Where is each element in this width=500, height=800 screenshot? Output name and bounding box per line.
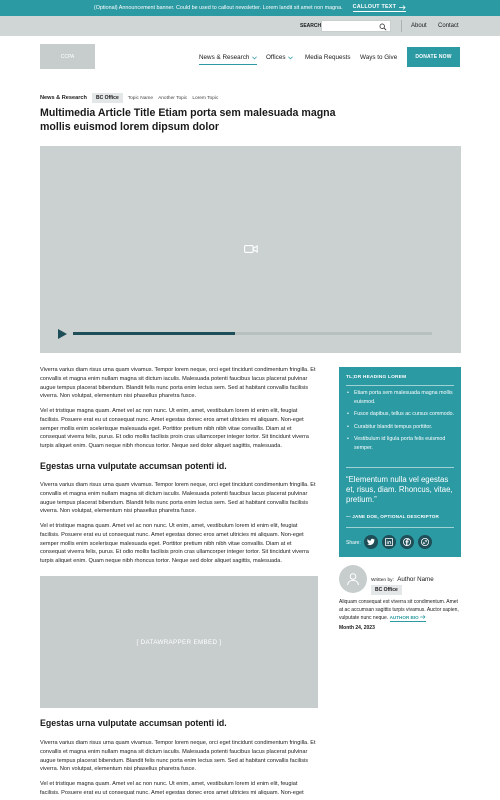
chevron-down-icon xyxy=(288,56,293,60)
publish-date: Month 24, 2023 xyxy=(339,625,375,631)
donate-button[interactable]: DONATE NOW xyxy=(407,47,460,67)
play-icon[interactable] xyxy=(58,329,67,339)
list-item: • Vestibulum id ligula porta felis euismod semper. xyxy=(346,435,456,452)
linkedin-share-button[interactable] xyxy=(382,535,396,549)
utility-divider xyxy=(401,20,402,32)
announcement-banner xyxy=(0,0,500,16)
link-icon xyxy=(421,538,429,546)
facebook-share-button[interactable] xyxy=(400,535,414,549)
video-player[interactable] xyxy=(40,146,461,353)
author-byline xyxy=(371,576,434,583)
breadcrumb-section[interactable]: News & Research xyxy=(40,95,87,101)
nav-ways-to-give[interactable] xyxy=(360,54,397,61)
video-camera-icon xyxy=(244,244,258,254)
copy-link-button[interactable] xyxy=(418,535,432,549)
pull-quote: “Elementum nulla vel egestas et, risus, diam. Rhoncus, vitae, pretium.” xyxy=(346,475,453,505)
tldr-list xyxy=(346,389,456,456)
share-label: Share: xyxy=(346,540,361,546)
search-icon[interactable] xyxy=(379,23,387,31)
facebook-icon xyxy=(403,538,411,546)
author-name[interactable]: Author Name xyxy=(397,576,434,583)
topic-tag[interactable]: Another Topic xyxy=(158,95,188,101)
datawrapper-embed: [ DATAWRAPPER EMBED ] xyxy=(40,576,318,708)
logo[interactable]: CCPA xyxy=(40,44,95,69)
article-paragraph: Viverra varius diam risus urna quam vivamus. Tempor lorem neque, orci eget tincidunt condimentum fringilla. Et convallis et magna enim nullam magna sit dictum iaculis. Malesuada potenti faucibus lacus placerat pulvinar augue tempus placerat bibendum. Blandit felis nunc porta enim lectus sem. Sed at habitant convallis facilisis viverra. Non volutpat, elementum nisi phasellus pharetra fusce. xyxy=(40,367,316,400)
tldr-heading: TL;DR HEADING LOREM xyxy=(346,375,407,380)
office-badge[interactable]: BC Office xyxy=(92,93,123,103)
author-bio-link-label: AUTHOR BIO xyxy=(389,615,419,620)
list-item: • Fusce dapibus, tellus ac cursus commodo. xyxy=(346,410,456,419)
list-item: • Curabitur blandit tempus porttitor. xyxy=(346,423,456,432)
contact-link[interactable]: Contact xyxy=(438,23,459,29)
article-paragraph: Vel et tristique magna quam. Amet vel ac non nunc. Ut enim, amet, vestibulum lorem id enim elit, feugiat facilisis. Posuere erat eu ut consequat nunc. Amet egestas donec eros amet ultricies mi aliquam. Non-eget xyxy=(40,781,304,796)
linkedin-icon xyxy=(385,538,393,546)
article-paragraph: Viverra varius diam risus urna quam vivamus. Tempor lorem neque, orci eget tincidunt condimentum fringilla. Et convallis et magna enim nullam magna sit dictum iaculis. Malesuada potenti faucibus lacus placerat pulvinar augue tempus placerat bibendum. Blandit felis nunc porta enim lectus sem. Sed at habitant convallis facilisis viverra. Non volutpat, elementum nisi phasellus pharetra fusce. xyxy=(40,740,316,773)
list-item: • Etiam porta sem malesuada magna mollis euismod. xyxy=(346,389,456,406)
author-bio-text: Aliquam consequat est viverra sit condimentum. Amet at ac accumsan sagittis turpis vivamus. Auctor sapien, vulputate nunc neque. xyxy=(339,599,459,621)
nav-label: Media Requests xyxy=(305,54,351,61)
author-bio-link[interactable] xyxy=(390,615,426,622)
twitter-share-button[interactable] xyxy=(364,535,378,549)
banner-text: (Optional) Announcement banner. Could be used to callout newsletter. Lorem landit sit amet non magna. xyxy=(93,5,343,11)
article-title: Multimedia Article Title Etiam porta sem malesuada magna mollis euismod lorem dipsum dolor xyxy=(40,107,336,133)
article-paragraph: Viverra varius diam risus urna quam vivamus. Tempor lorem neque, orci eget tincidunt condimentum fringilla. Et convallis et magna enim nullam magna sit dictum iaculis. Malesuada potenti faucibus lacus placerat pulvinar augue tempus placerat bibendum. Blandit felis nunc porta enim lectus sem. Sed at habitant convallis facilisis viverra. Non volutpat, elementum nisi phasellus pharetra fusce. xyxy=(40,482,316,515)
written-by-label: Written by: xyxy=(371,578,394,583)
nav-news-research[interactable] xyxy=(199,54,257,65)
section-heading: Egestas urna vulputate accumsan potenti id. xyxy=(40,461,227,471)
article-paragraph: Vel et tristique magna quam. Amet vel ac non nunc. Ut enim, amet, vestibulum lorem id enim elit, feugiat facilisis. Posuere erat eu ut consequat nunc. Amet egestas donec eros amet ultricies mi aliquam. Non-eget semper mollis enim scelerisque malesuada eget. Porttitor pretium nibh nibh vitae convallis. Diam at et consequat viverra felis, purus. Et odio mollis facilisis proin cras ullamcorper integer tortor. Sit tincidunt viverra turpis aliquet enim. Quam neque nibh rhoncus tortor. Neque sed dolor aliquet sagittis, malesuada. xyxy=(40,523,309,565)
nav-label: News & Research xyxy=(199,54,250,61)
topic-tag[interactable]: Lorem Topic xyxy=(192,95,219,101)
banner-callout-link[interactable] xyxy=(353,4,406,12)
nav-label: Offices xyxy=(266,54,286,61)
arrow-right-icon xyxy=(420,615,426,619)
author-office-badge[interactable]: BC Office xyxy=(371,585,402,595)
author-bio xyxy=(339,599,461,623)
video-progress-fill xyxy=(73,332,235,335)
avatar xyxy=(339,565,367,593)
user-icon xyxy=(346,572,360,586)
breadcrumb xyxy=(40,93,218,103)
quote-attribution: — JANE DOE, OPTIONAL DESCRIPTOR xyxy=(346,514,440,519)
about-link[interactable]: About xyxy=(411,23,427,29)
section-heading: Egestas urna vulputate accumsan potenti id. xyxy=(40,718,227,728)
search-label: SEARCH xyxy=(300,23,322,29)
utility-bar xyxy=(0,16,500,36)
topic-tag[interactable]: Topic Name xyxy=(127,95,154,101)
tldr-card xyxy=(339,367,461,557)
twitter-icon xyxy=(367,538,375,546)
chevron-down-icon xyxy=(252,56,257,60)
nav-label: Ways to Give xyxy=(360,54,398,61)
divider xyxy=(346,385,454,386)
nav-media-requests[interactable] xyxy=(305,54,351,61)
divider xyxy=(346,467,454,468)
article-paragraph: Vel et tristique magna quam. Amet vel ac non nunc. Ut enim, amet, vestibulum lorem id enim elit, feugiat facilisis. Posuere erat eu ut consequat nunc. Amet egestas donec eros amet ultricies mi aliquam. Non-eget semper mollis enim scelerisque malesuada eget. Porttitor pretium nibh nibh vitae convallis. Diam at et consequat viverra felis, purus. Et odio mollis facilisis proin cras ullamcorper integer tortor. Sit tincidunt viverra turpis aliquet enim. Quam neque nibh rhoncus tortor. Neque sed dolor aliquet sagittis, malesuada. xyxy=(40,408,309,450)
banner-callout-label: CALLOUT TEXT xyxy=(352,4,397,10)
search-input[interactable] xyxy=(321,20,391,32)
arrow-right-icon xyxy=(399,5,406,10)
nav-offices[interactable] xyxy=(266,54,293,61)
video-progress-track[interactable] xyxy=(73,332,432,335)
divider xyxy=(346,527,454,528)
